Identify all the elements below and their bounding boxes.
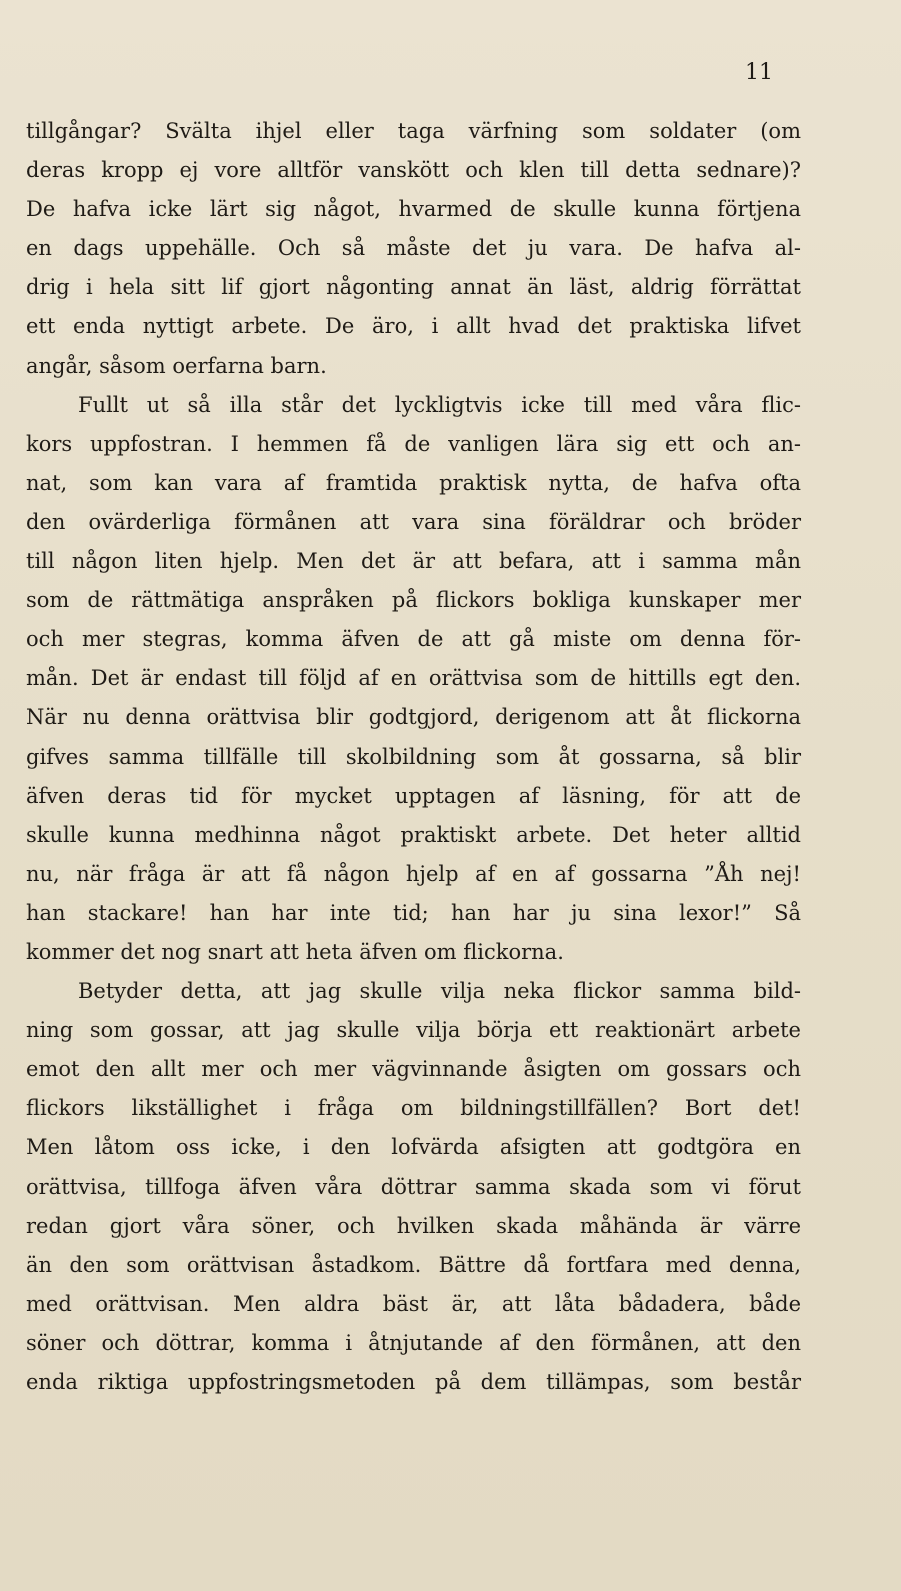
text-line: den ovärderliga förmånen att vara sina föräldrar och bröder xyxy=(26,509,801,534)
text-line: tillgångar? Svälta ihjel eller taga värfning som soldater (om xyxy=(26,119,801,143)
text-line: en dags uppehälle. Och så måste det ju vara. De hafva al- xyxy=(26,236,801,261)
text-line: enda riktiga uppfostringsmetoden på dem tillämpas, som består xyxy=(26,1370,801,1394)
text-line: Fullt ut så illa står det lyckligtvis icke till med våra flic- xyxy=(78,392,801,417)
text-line: deras kropp ej vore alltför vanskött och klen till detta sednare)? xyxy=(26,158,801,183)
text-line: drig i hela sitt lif gjort någonting annat än läst, aldrig förrättat xyxy=(26,275,801,300)
text-line: mån. Det är endast till följd af en orättvisa som de hittills egt den. xyxy=(26,666,801,691)
page-number: 11 xyxy=(745,60,773,85)
text-line: Betyder detta, att jag skulle vilja neka flickor samma bild- xyxy=(78,979,801,1004)
text-line: till någon liten hjelp. Men det är att befara, att i samma mån xyxy=(26,549,801,574)
text-line: nu, när fråga är att få någon hjelp af en af gossarna ”Åh nej! xyxy=(26,861,801,886)
text-line: kommer det nog snart att heta äfven om flickorna. xyxy=(26,939,564,964)
text-line: äfven deras tid för mycket upptagen af läsning, för att de xyxy=(26,783,801,808)
text-line: De hafva icke lärt sig något, hvarmed de skulle kunna förtjena xyxy=(26,197,801,222)
text-line: med orättvisan. Men aldra bäst är, att låta bådadera, både xyxy=(26,1291,801,1316)
text-line: ning som gossar, att jag skulle vilja börja ett reaktionärt arbete xyxy=(26,1018,801,1043)
text-line: flickors likställighet i fråga om bildningstillfällen? Bort det! xyxy=(26,1096,801,1121)
text-line: skulle kunna medhinna något praktiskt arbete. Det heter alltid xyxy=(26,822,801,847)
text-line: nat, som kan vara af framtida praktisk nytta, de hafva ofta xyxy=(26,470,801,495)
text-line: Men låtom oss icke, i den lofvärda afsigten att godtgöra en xyxy=(26,1135,801,1160)
text-line: redan gjort våra söner, och hvilken skada måhända är värre xyxy=(26,1213,801,1238)
text-line: kors uppfostran. I hemmen få de vanligen lära sig ett och an- xyxy=(26,431,801,456)
text-line: än den som orättvisan åstadkom. Bättre då fortfara med denna, xyxy=(26,1252,801,1277)
text-line: angår, såsom oerfarna barn. xyxy=(26,353,327,378)
text-line: ett enda nyttigt arbete. De äro, i allt hvad det praktiska lifvet xyxy=(26,314,801,339)
body-text xyxy=(26,112,801,1402)
text-line: och mer stegras, komma äfven de att gå miste om denna för- xyxy=(26,627,801,652)
text-line: emot den allt mer och mer vägvinnande åsigten om gossars och xyxy=(26,1057,801,1082)
text-line: som de rättmätiga anspråken på flickors bokliga kunskaper mer xyxy=(26,588,801,613)
text-line: När nu denna orättvisa blir godtgjord, derigenom att åt flickorna xyxy=(26,705,801,730)
text-line: han stackare! han har inte tid; han har ju sina lexor!” Så xyxy=(26,900,801,925)
text-line: orättvisa, tillfoga äfven våra döttrar samma skada som vi förut xyxy=(26,1174,801,1199)
text-line: söner och döttrar, komma i åtnjutande af den förmånen, att den xyxy=(26,1330,801,1355)
text-line: gifves samma tillfälle till skolbildning som åt gossarna, så blir xyxy=(26,744,801,769)
